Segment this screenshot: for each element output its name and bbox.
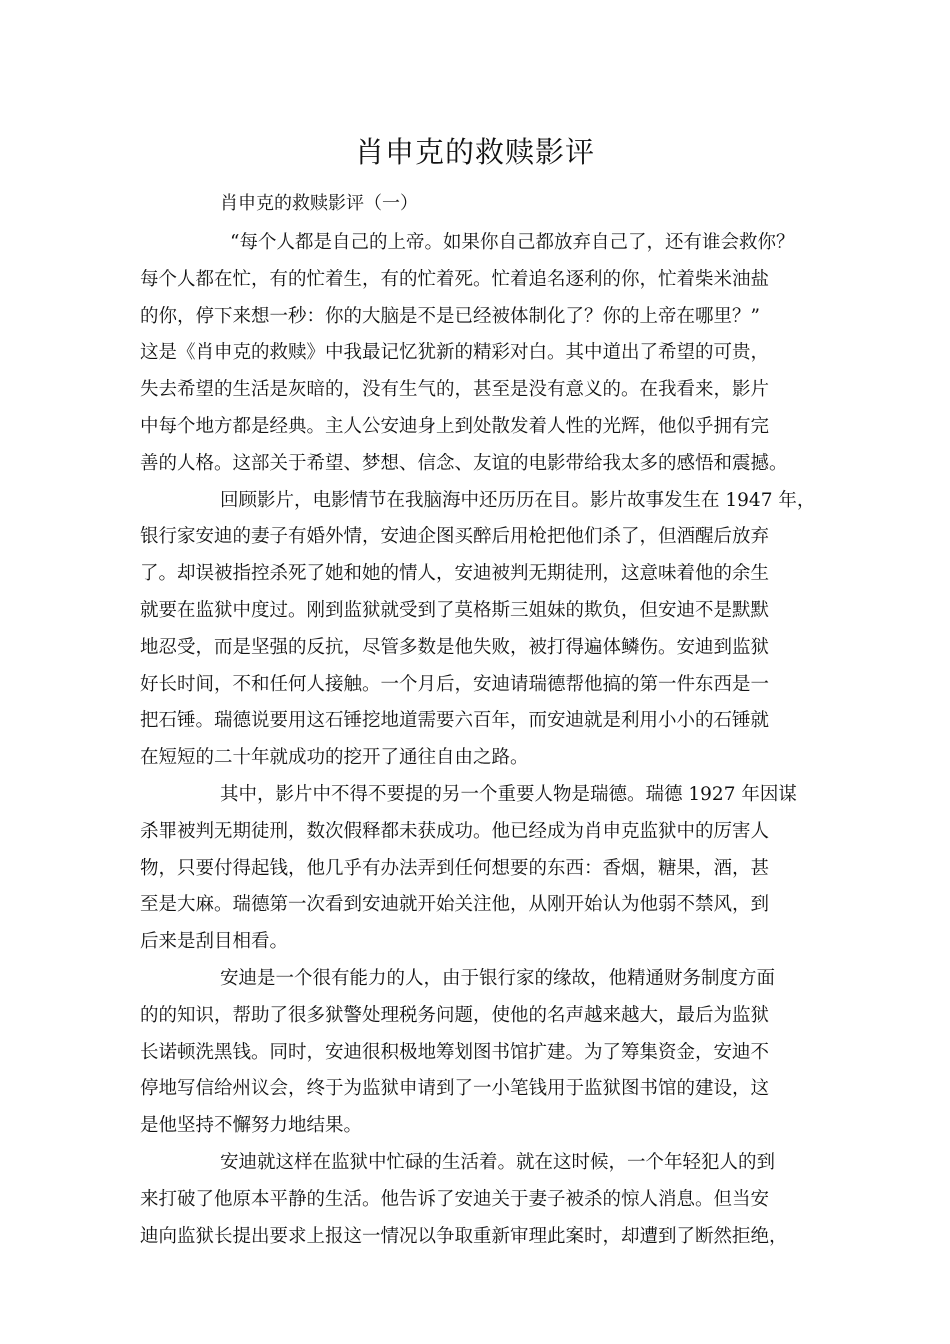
document-body	[140, 225, 820, 1255]
text-line: 物，只要付得起钱，他几乎有办法弄到任何想要的东西：香烟，糖果，酒，甚	[140, 857, 770, 879]
text-line: 来打破了他原本平静的生活。他告诉了安迪关于妻子被杀的惊人消息。但当安	[140, 1188, 770, 1210]
document-title: 肖申克的救赎影评	[354, 135, 595, 169]
text-line: 是他坚持不懈努力地结果。	[140, 1115, 363, 1137]
text-line: 停地写信给州议会，终于为监狱申请到了一小笔钱用于监狱图书馆的建设，这	[140, 1078, 770, 1100]
text-line: 中每个地方都是经典。主人公安迪身上到处散发着人性的光辉，他似乎拥有完	[140, 415, 770, 437]
text-line: 至是大麻。瑞德第一次看到安迪就开始关注他，从刚开始认为他弱不禁风，到	[140, 894, 770, 916]
text-line: 的你，停下来想一秒：你的大脑是不是已经被体制化了？你的上帝在哪里？”	[140, 305, 760, 327]
text-line: 杀罪被判无期徒刑，数次假释都未获成功。他已经成为肖申克监狱中的厉害人	[140, 820, 770, 842]
text-line: 银行家安迪的妻子有婚外情，安迪企图买醉后用枪把他们杀了，但酒醒后放弃	[140, 526, 770, 548]
text-line: 的的知识，帮助了很多狱警处理税务问题，使他的名声越来越大，最后为监狱	[140, 1004, 770, 1026]
document-subtitle: 肖申克的救赎影评（一）	[220, 193, 418, 214]
text-line: 这是《肖申克的救赎》中我最记忆犹新的精彩对白。其中道出了希望的可贵，	[140, 342, 770, 364]
text-line: 在短短的二十年就成功的挖开了通往自由之路。	[140, 747, 529, 769]
text-line: 把石锤。瑞德说要用这石锤挖地道需要六百年，而安迪就是利用小小的石锤就	[140, 710, 770, 732]
text-line: 其中，影片中不得不要提的另一个重要人物是瑞德。瑞德 1927 年因谋	[220, 783, 797, 805]
text-line: 地忍受，而是坚强的反抗，尽管多数是他失败，被打得遍体鳞伤。安迪到监狱	[140, 636, 770, 658]
text-line: 每个人都在忙，有的忙着生，有的忙着死。忙着追名逐利的你，忙着柴米油盐	[140, 268, 770, 290]
text-line: 好长时间，不和任何人接触。一个月后，安迪请瑞德帮他搞的第一件东西是一	[140, 673, 770, 695]
text-line: 迪向监狱长提出要求上报这一情况以争取重新审理此案时，却遭到了断然拒绝，	[140, 1225, 788, 1247]
text-line: 安迪是一个很有能力的人，由于银行家的缘故，他精通财务制度方面	[220, 967, 776, 989]
text-line: 了。却误被指控杀死了她和她的情人，安迪被判无期徒刑，这意味着他的余生	[140, 563, 770, 585]
text-line: 安迪就这样在监狱中忙碌的生活着。就在这时候，一个年轻犯人的到	[220, 1151, 776, 1173]
text-line: 回顾影片，电影情节在我脑海中还历历在目。影片故事发生在 1947 年，	[220, 489, 816, 511]
text-line: 后来是刮目相看。	[140, 931, 289, 953]
text-line: “每个人都是自己的上帝。如果你自己都放弃自己了，还有谁会救你？	[230, 232, 795, 253]
text-line: 善的人格。这部关于希望、梦想、信念、友谊的电影带给我太多的感悟和震撼。	[140, 452, 788, 474]
text-line: 就要在监狱中度过。刚到监狱就受到了莫格斯三姐妹的欺负，但安迪不是默默	[140, 599, 770, 621]
text-line: 长诺顿洗黑钱。同时，安迪很积极地筹划图书馆扩建。为了筹集资金，安迪不	[140, 1041, 770, 1063]
text-line: 失去希望的生活是灰暗的，没有生气的，甚至是没有意义的。在我看来，影片	[140, 379, 770, 401]
